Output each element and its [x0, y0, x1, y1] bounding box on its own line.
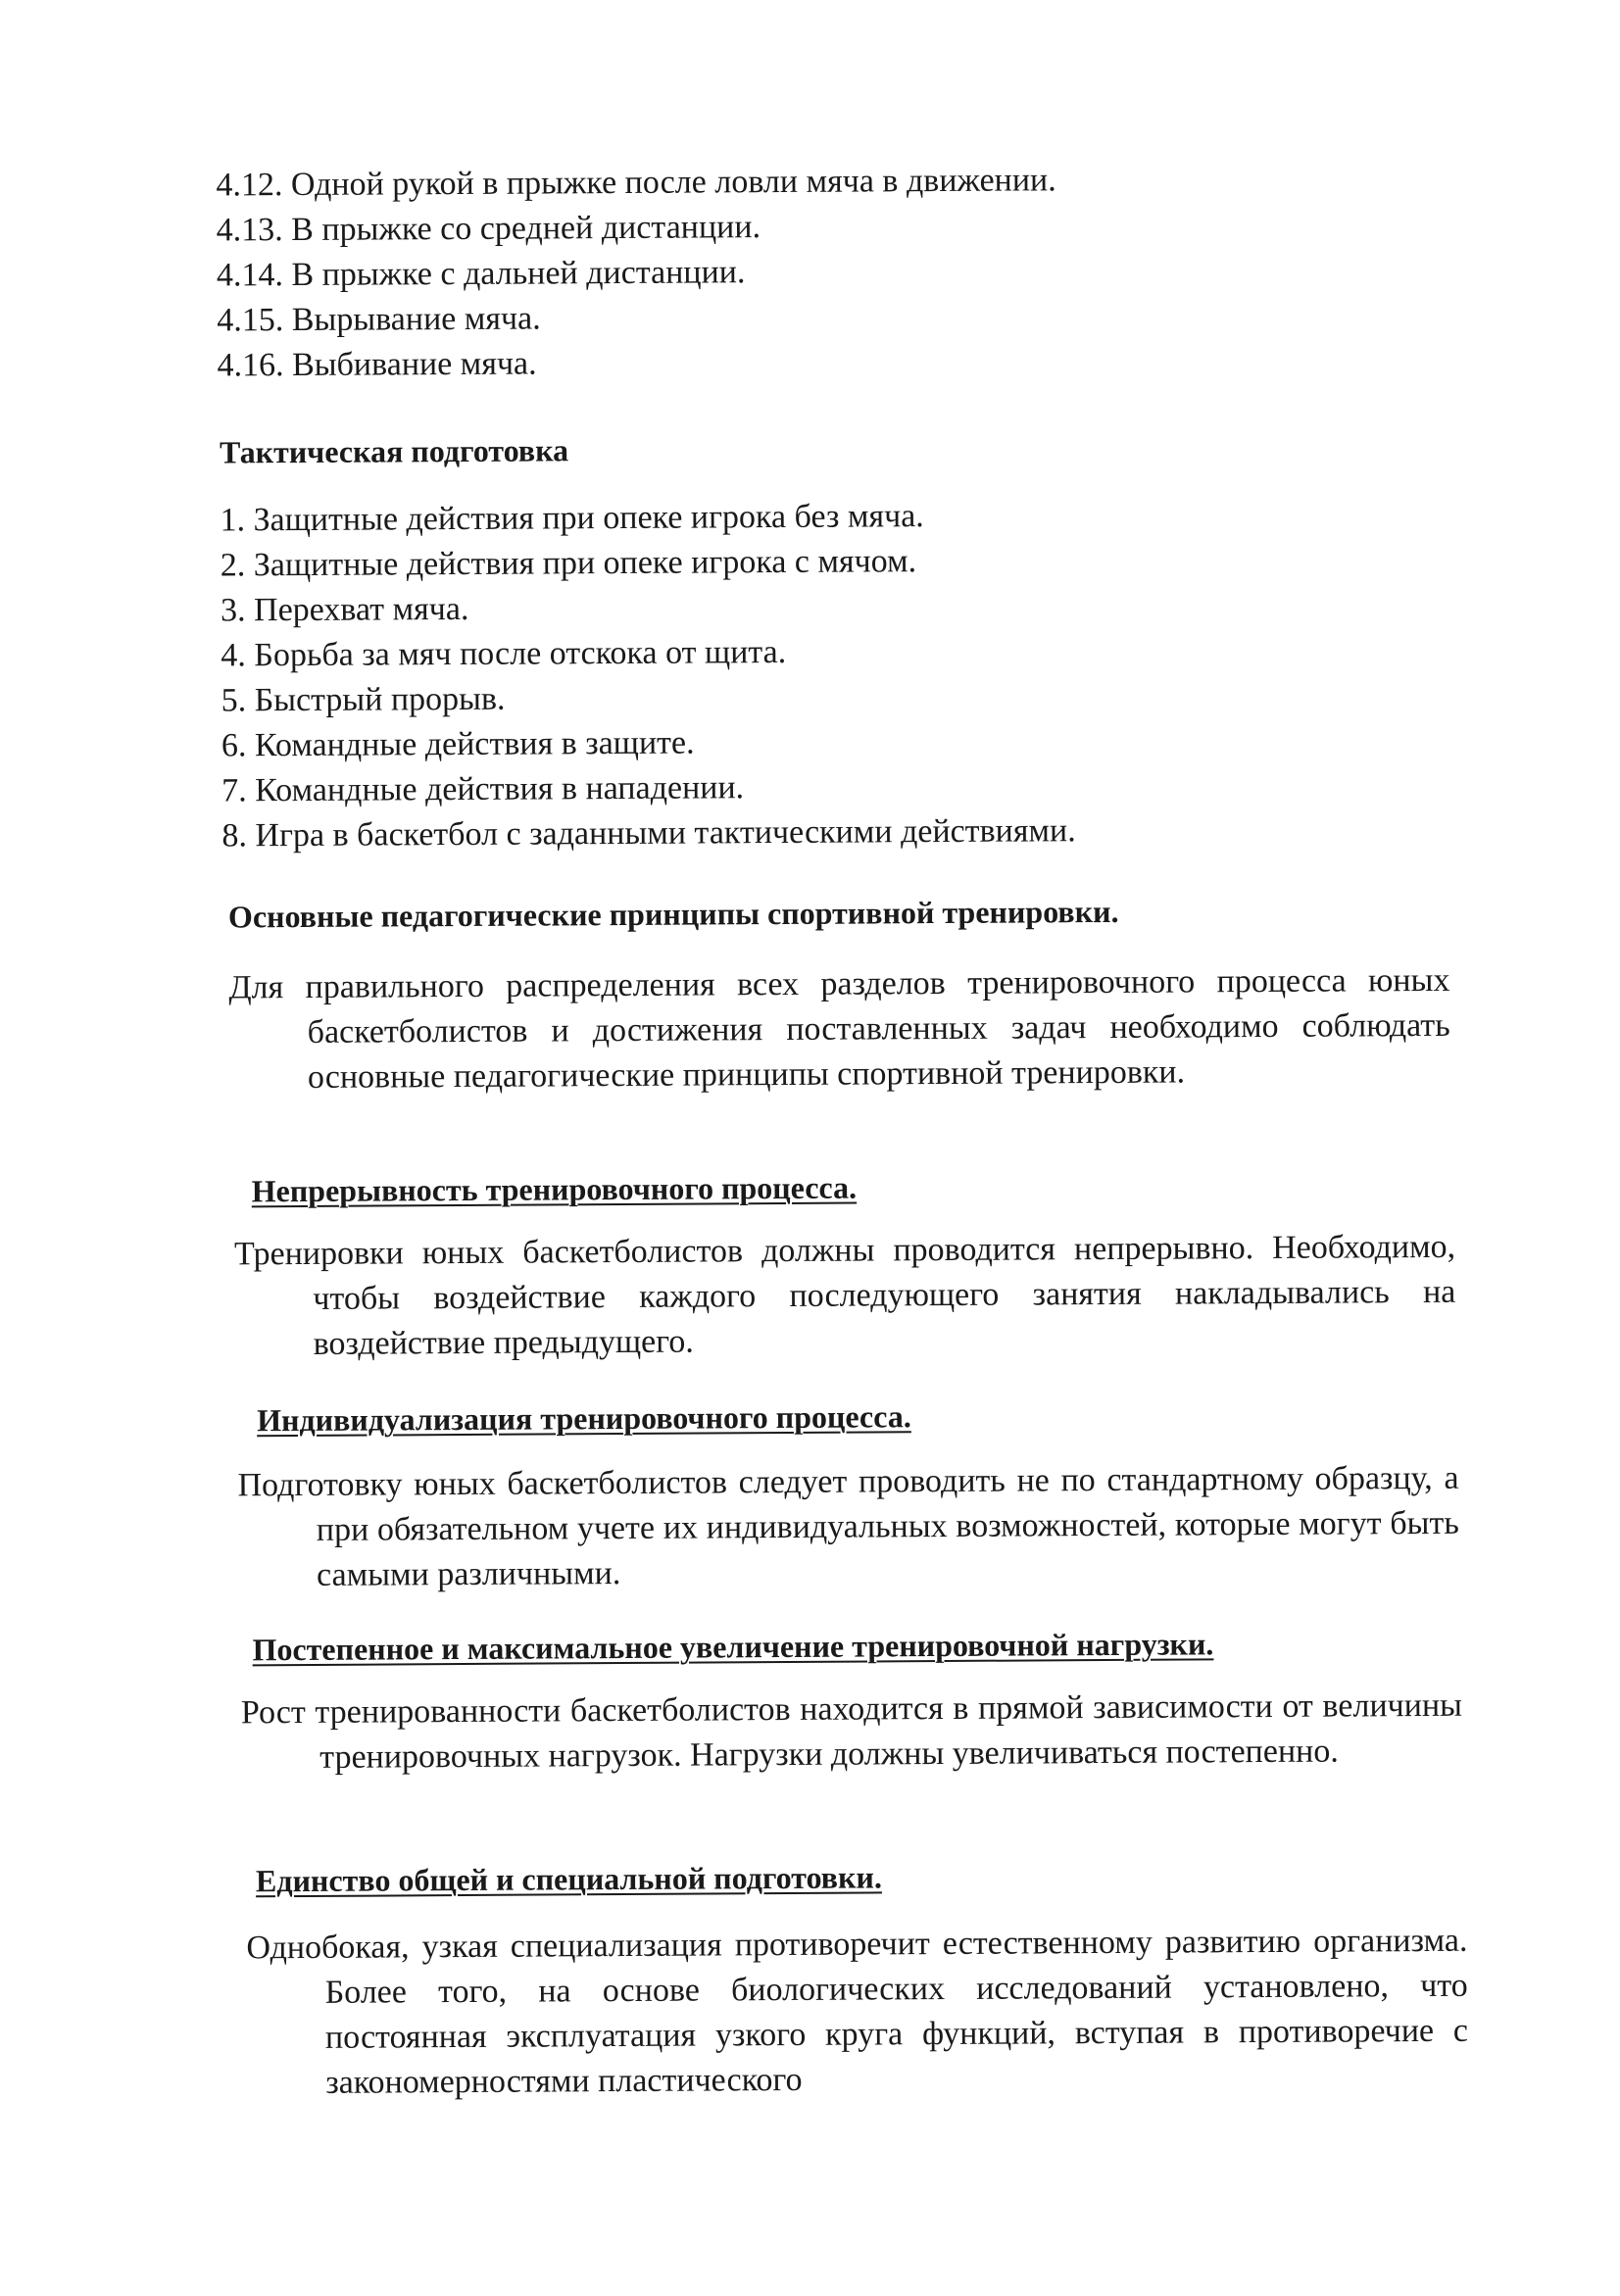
technique-item: 4.12. Одной рукой в прыжке после ловли мяча в движении.: [216, 162, 1056, 204]
technique-item: 4.15. Вырывание мяча.: [217, 300, 541, 339]
section-text-unity: [246, 1919, 1468, 2107]
principles-heading: Основные педагогические принципы спортивной тренировки.: [227, 893, 1119, 935]
tactical-item: 2. Защитные действия при опеке игрока с мячом.: [220, 543, 917, 584]
technique-item: 4.16. Выбивание мяча.: [217, 345, 537, 384]
tactical-item: 4. Борьба за мяч после отскока от щита.: [221, 633, 787, 674]
tactical-item: 5. Быстрый прорыв.: [221, 680, 506, 719]
section-heading-individualization: Индивидуализация тренировочного процесса.: [257, 1398, 911, 1439]
tactical-item: 8. Игра в баскетбол с заданными тактическими действиями.: [221, 812, 1076, 855]
section-paragraph: Рост тренированности баскетболистов находится в прямой зависимости от величины тренировочных нагрузок. Нагрузки должны увеличиваться постепенно.: [240, 1686, 1463, 1776]
technique-item: 4.13. В прыжке со средней дистанции.: [216, 209, 761, 249]
intro-text: Для правильного распределения всех разделов тренировочного процесса юных баскетболистов и достижения поставленных задач необходимо соблюдать основные педагогические принципы спортивной тренировки.: [228, 961, 1450, 1096]
section-heading-load-increase: Постепенное и максимальное увеличение тренировочной нагрузки.: [252, 1626, 1214, 1668]
principles-intro: [228, 958, 1450, 1101]
section-paragraph: Подготовку юных баскетболистов следует проводить не по стандартному образцу, а при обязательном учете их индивидуальных возможностей, которые могут быть самыми различными.: [237, 1459, 1459, 1593]
tactical-item: 1. Защитные действия при опеке игрока без мяча.: [220, 498, 924, 539]
section-heading-continuity: Непрерывность тренировочного процесса.: [251, 1169, 858, 1209]
section-paragraph: Тренировки юных баскетболистов должны проводится непрерывно. Необходимо, чтобы воздействие каждого последующего занятия накладывались на воздействие предыдущего.: [233, 1228, 1456, 1362]
tactical-heading: Тактическая подготовка: [219, 432, 569, 470]
tactical-item: 7. Командные действия в нападении.: [221, 769, 745, 809]
tactical-item: 3. Перехват мяча.: [220, 590, 469, 629]
section-text-continuity: [234, 1225, 1456, 1368]
section-text-individualization: [237, 1456, 1459, 1599]
section-paragraph: Однобокая, узкая специализация противоречит естественному развитию организма. Более того, на основе биологических исследований установлено, что постоянная эксплуатация узкого круга функций, вступая в противоречие с закономерностями пластического: [246, 1922, 1469, 2101]
section-text-load-increase: [241, 1684, 1463, 1782]
technique-item: 4.14. В прыжке с дальней дистанции.: [216, 254, 746, 294]
tactical-item: 6. Командные действия в защите.: [221, 724, 695, 764]
section-heading-unity: Единство общей и специальной подготовки.: [255, 1859, 882, 1899]
